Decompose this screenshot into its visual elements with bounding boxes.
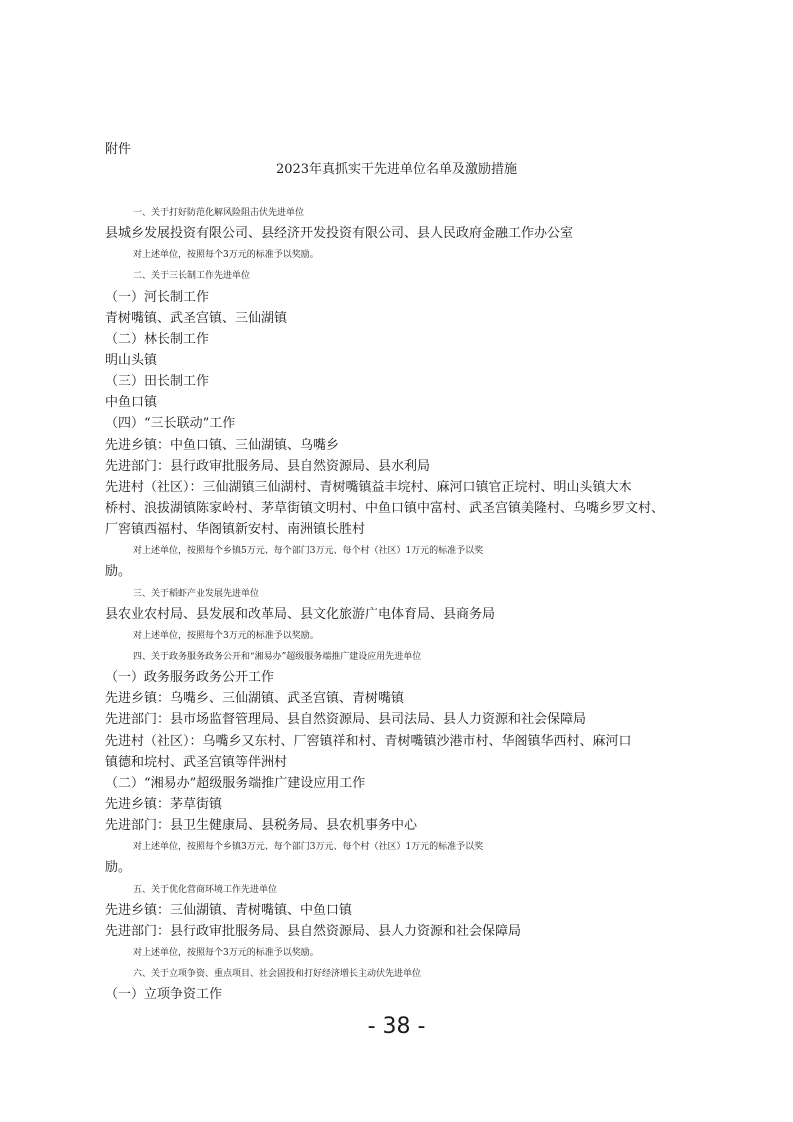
paragraph-line: 对上述单位，按照每个乡镇3万元、每个部门3万元、每个村（社区）1万元的标准予以奖 — [133, 842, 484, 852]
attachment-label: 附件 — [105, 142, 132, 157]
paragraph-line: 先进部门：县行政审批服务局、县自然资源局、县人力资源和社会保障局 — [105, 924, 522, 939]
section-heading-1: 一、关于打好防范化解风险阻击伏先进单位 — [133, 208, 305, 218]
subsection-heading: （一）政务服务政务公开工作 — [105, 670, 275, 685]
subsection-heading: （三）田长制工作 — [105, 374, 210, 389]
paragraph-line: 励。 — [105, 860, 132, 875]
paragraph-line: 中鱼口镇 — [105, 395, 158, 410]
paragraph-line: 先进乡镇：乌嘴乡、三仙湖镇、武圣宫镇、青树嘴镇 — [105, 691, 405, 706]
paragraph-line: 镇德和垸村、武圣宫镇等伴洲村 — [105, 755, 288, 770]
paragraph-line: 先进部门：县行政审批服务局、县自然资源局、县水利局 — [105, 459, 431, 474]
paragraph-line: 先进村（社区）：三仙湖镇三仙湖村、青树嘴镇益丰垸村、麻河口镇官正垸村、明山头镇大木 — [105, 480, 632, 495]
paragraph-line: 对上述单位，按照每个3万元的标准予以奖励。 — [133, 250, 319, 260]
section-heading-3: 三、关于稻虾产业发展先进单位 — [133, 589, 260, 599]
paragraph-line: 对上述单位，按照每个乡镇5万元、每个部门3万元、每个村（社区）1万元的标准予以奖 — [133, 546, 484, 556]
paragraph-line: 先进部门：县市场监督管理局、县自然资源局、县司法局、县人力资源和社会保障局 — [105, 712, 587, 727]
paragraph-line: 先进乡镇：三仙湖镇、青树嘴镇、中鱼口镇 — [105, 903, 353, 918]
paragraph-line: 桥村、浪拔湖镇陈家岭村、茅草街镇文明村、中鱼口镇中富村、武圣宫镇美隆村、乌嘴乡罗文村、 — [105, 501, 665, 516]
paragraph-line: 对上述单位，按照每个3万元的标准予以奖励。 — [133, 631, 319, 641]
paragraph-line: 厂窖镇西福村、华阁镇新安村、南洲镇长胜村 — [105, 522, 366, 537]
paragraph-line: 励。 — [105, 564, 132, 579]
subsection-heading: （二）林长制工作 — [105, 332, 210, 347]
paragraph-line: 县城乡发展投资有限公司、县经济开发投资有限公司、县人民政府金融工作办公室 — [105, 226, 574, 241]
subsection-heading: （四）“三长联动”工作 — [105, 416, 236, 431]
paragraph-line: 对上述单位，按照每个3万元的标准予以奖励。 — [133, 948, 319, 958]
paragraph-line: 青树嘴镇、武圣宫镇、三仙湖镇 — [105, 311, 288, 326]
document-title: 2023年真抓实干先进单位名单及激励措施 — [275, 162, 518, 177]
paragraph-line: 明山头镇 — [105, 353, 158, 368]
paragraph-line: 先进乡镇：茅草街镇 — [105, 797, 223, 812]
paragraph-line: 先进乡镇：中鱼口镇、三仙湖镇、乌嘴乡 — [105, 438, 340, 453]
paragraph-line: 先进部门：县卫生健康局、县税务局、县农机事务中心 — [105, 818, 418, 833]
subsection-heading: （二）“湘易办”超级服务端推广建设应用工作 — [105, 776, 366, 791]
subsection-heading: （一）河长制工作 — [105, 290, 210, 305]
section-heading-5: 五、关于优化营商环境工作先进单位 — [133, 885, 278, 895]
section-heading-4: 四、关于政务服务政务公开和“湘易办”超级服务端推广建设应用先进单位 — [133, 652, 422, 662]
section-heading-2: 二、关于三长制工作先进单位 — [133, 271, 251, 281]
page-number: - 38 - — [367, 1014, 426, 1039]
section-heading-6: 六、关于立项争资、重点项目、社会固投和打好经济增长主动伏先进单位 — [133, 969, 422, 979]
paragraph-line: 县农业农村局、县发展和改革局、县文化旅游广电体育局、县商务局 — [105, 607, 496, 622]
subsection-heading: （一）立项争资工作 — [105, 987, 223, 1002]
paragraph-line: 先进村（社区）：乌嘴乡又东村、厂窖镇祥和村、青树嘴镇沙港市村、华阁镇华西村、麻河口 — [105, 734, 632, 749]
